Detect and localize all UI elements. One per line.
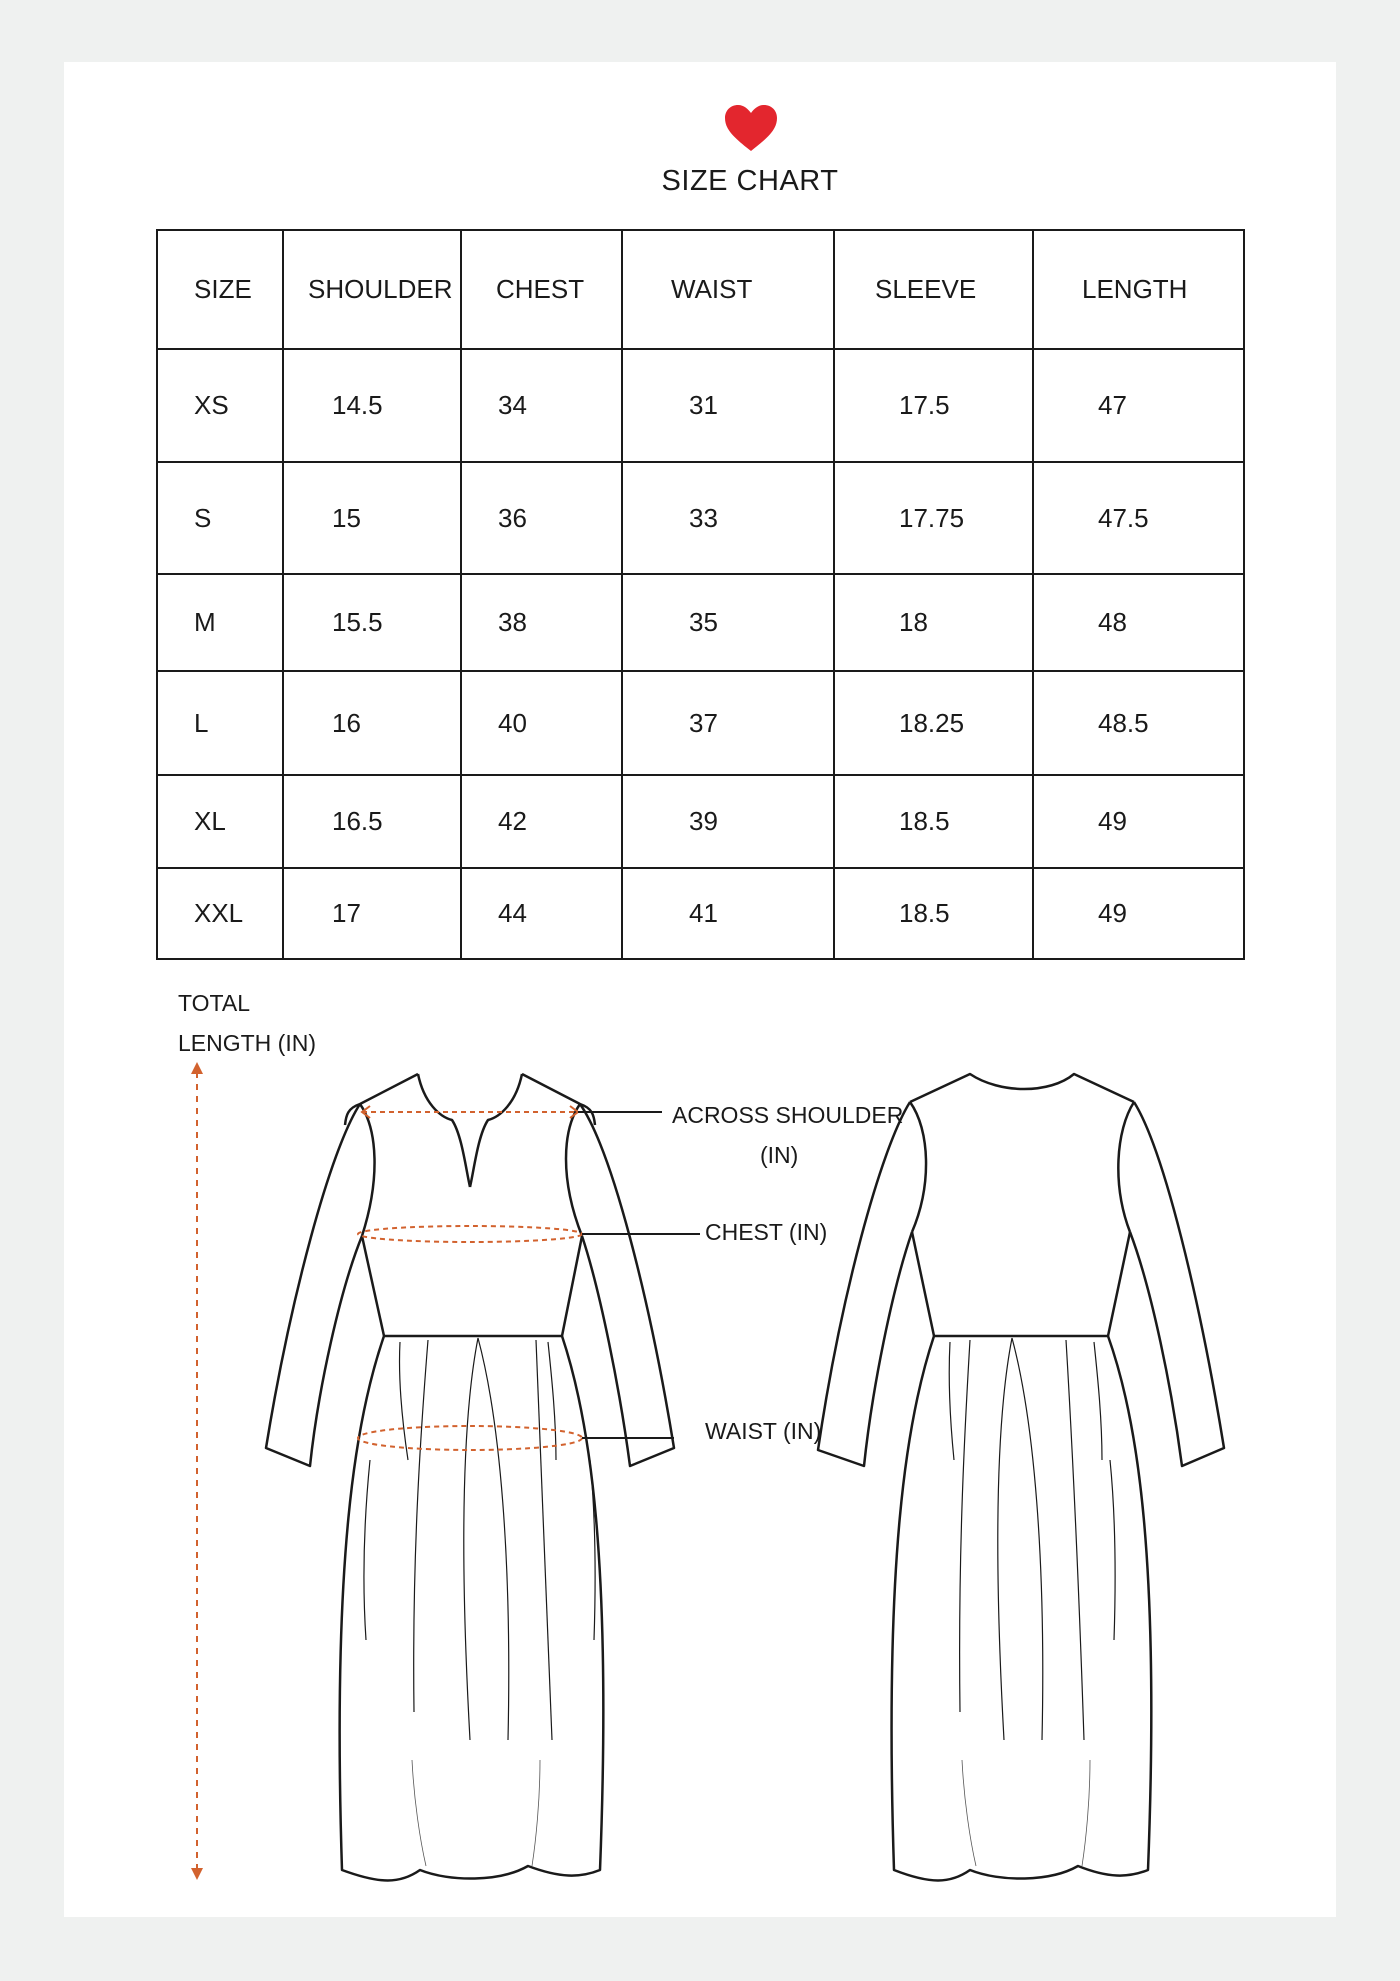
total-length-label-line2: LENGTH (IN) bbox=[178, 1030, 316, 1056]
cell-length: 49 bbox=[1033, 775, 1244, 868]
cell-sleeve: 18.5 bbox=[834, 775, 1033, 868]
cell-size: M bbox=[157, 574, 283, 671]
cell-length: 48 bbox=[1033, 574, 1244, 671]
cell-sleeve: 18 bbox=[834, 574, 1033, 671]
dress-front bbox=[266, 1074, 674, 1881]
cell-waist: 39 bbox=[622, 775, 834, 868]
chest-label: CHEST (IN) bbox=[705, 1219, 828, 1245]
across-shoulder-label-line1: ACROSS SHOULDER bbox=[672, 1102, 904, 1128]
cell-chest: 40 bbox=[461, 671, 622, 775]
cell-chest: 44 bbox=[461, 868, 622, 959]
cell-length: 47.5 bbox=[1033, 462, 1244, 574]
cell-chest: 36 bbox=[461, 462, 622, 574]
total-length-arrow bbox=[191, 1062, 203, 1880]
cell-shoulder: 16.5 bbox=[283, 775, 461, 868]
cell-sleeve: 17.5 bbox=[834, 349, 1033, 462]
cell-length: 48.5 bbox=[1033, 671, 1244, 775]
cell-shoulder: 15.5 bbox=[283, 574, 461, 671]
cell-waist: 37 bbox=[622, 671, 834, 775]
total-length-label-line1: TOTAL bbox=[178, 990, 250, 1016]
cell-shoulder: 14.5 bbox=[283, 349, 461, 462]
cell-waist: 33 bbox=[622, 462, 834, 574]
cell-chest: 38 bbox=[461, 574, 622, 671]
cell-sleeve: 17.75 bbox=[834, 462, 1033, 574]
across-shoulder-label-line2: (IN) bbox=[760, 1142, 799, 1168]
cell-size: XS bbox=[157, 349, 283, 462]
header-sleeve: SLEEVE bbox=[834, 230, 1033, 349]
cell-chest: 42 bbox=[461, 775, 622, 868]
cell-size: XXL bbox=[157, 868, 283, 959]
header-waist: WAIST bbox=[622, 230, 834, 349]
cell-length: 47 bbox=[1033, 349, 1244, 462]
cell-sleeve: 18.25 bbox=[834, 671, 1033, 775]
header-chest: CHEST bbox=[461, 230, 622, 349]
cell-size: L bbox=[157, 671, 283, 775]
cell-sleeve: 18.5 bbox=[834, 868, 1033, 959]
cell-size: XL bbox=[157, 775, 283, 868]
dress-back bbox=[818, 1074, 1224, 1881]
page-title: SIZE CHART bbox=[661, 165, 839, 197]
header-shoulder: SHOULDER bbox=[283, 230, 461, 349]
cell-size: S bbox=[157, 462, 283, 574]
header-length: LENGTH bbox=[1033, 230, 1244, 349]
cell-shoulder: 15 bbox=[283, 462, 461, 574]
waist-label: WAIST (IN) bbox=[705, 1418, 822, 1444]
cell-waist: 41 bbox=[622, 868, 834, 959]
cell-shoulder: 17 bbox=[283, 868, 461, 959]
cell-length: 49 bbox=[1033, 868, 1244, 959]
cell-waist: 35 bbox=[622, 574, 834, 671]
cell-shoulder: 16 bbox=[283, 671, 461, 775]
cell-chest: 34 bbox=[461, 349, 622, 462]
cell-waist: 31 bbox=[622, 349, 834, 462]
header-size: SIZE bbox=[157, 230, 283, 349]
